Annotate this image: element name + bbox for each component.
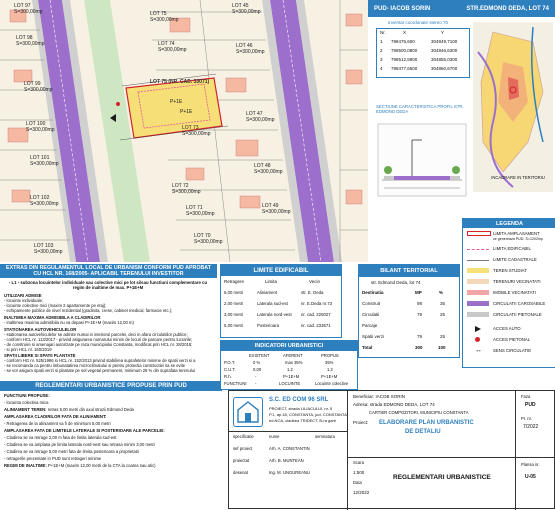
bilant-col-header: % [439, 290, 444, 295]
plansa-label: Plansa nr. [521, 462, 540, 467]
indicatori-cell: max 35% [285, 360, 303, 365]
firm-name: S.C. ED COM 96 SRL [269, 397, 329, 403]
cartouche-divider [229, 431, 347, 432]
indicatori-cell: Locuinte colective [315, 381, 349, 386]
legend-title: LEGENDA [463, 219, 555, 228]
reglementari-line: - Cladirea se va amplasa pe limita laterala nord-vest sau retrasa minim 3,00 metri [4, 442, 155, 447]
legend-label: ACCES AUTO [493, 326, 521, 331]
location-map [473, 22, 553, 192]
indicatori-cell: 1.2 [287, 367, 293, 372]
legend-item [463, 256, 555, 264]
reglementari-line: ALINIAMENT TEREN: retras 5,00 metri din axul strazii Edmond Deda [4, 407, 134, 412]
lot-label: LOT 74 S=300,00mp [158, 41, 187, 53]
indicatori-col-header: AFERENT [283, 353, 303, 358]
regulament-line: - de construire si amenajari autorizate pe raza municipiului Constanta, modificat prin HCL nr. 28/2018; [4, 342, 193, 347]
reglementari-line: - Cladirea se va retrage 2,00 m fata de limita laterala sud-est [4, 435, 117, 440]
reglementari-line: - Retragerea de la aliniament va fi de minimum 5,00 metri [4, 421, 111, 426]
legend-items [463, 230, 555, 366]
indicatori-cell: 35% [325, 360, 334, 365]
legend-sub: ce genereaza PUD- S=1202mp [493, 237, 544, 241]
indicatori-panel [220, 340, 358, 390]
coords-cell: 4 [380, 66, 383, 71]
indicatori-cell: P+1E+M [321, 374, 338, 379]
subject-lot-note: LOT 75 (NR. CAD. 33071) [150, 79, 210, 85]
role-header: semnatura [315, 434, 335, 439]
role-cell: desenat [233, 470, 248, 475]
legend-item [463, 325, 555, 333]
regulament-line: - stationarea autovehiculelor se admite numai in interiorul parcelei, deci in afara circulatiilor publice; [4, 332, 188, 337]
title-block [228, 390, 555, 509]
legend-label: SENS CIRCULATIE [493, 348, 532, 353]
access-pedestrian-icon [475, 337, 480, 342]
legend-label: TEREN STUDIAT [493, 268, 527, 273]
legend-item [463, 336, 555, 344]
regulament-line: - conform HCL nr. 113/2017 - privind asigurarea numarului minim de locuri de parcare pentru lucrarile; [4, 337, 193, 342]
role-cell: Arh. A. CONSTANTIN [269, 446, 310, 451]
lot-label: LOT 47 S=300,00mp [246, 111, 275, 123]
lot-label: LOT 46 S=300,00mp [236, 43, 265, 55]
limite-col-header: Retragere [224, 279, 245, 284]
reglementari-line: AMPLASAREA FATA DE LIMITELE LATERALE SI POSTERIOARE ALE PARCELEI: [4, 428, 165, 433]
indicatori-cell: 1.2 [327, 367, 333, 372]
faza-label: Faza [521, 394, 531, 399]
legend-item [463, 347, 555, 355]
adresa: Adresa: strada EDMOND DEDA, LOT 74 [353, 402, 435, 407]
legend-label: IMOBILE VECINATATI [493, 290, 536, 295]
regulament-line: - locuinte colective mici (maxim 2 apartamente pe etaj); [4, 303, 107, 308]
firm-address: PROIECT, strada LILIACULUI, nr. 5 [269, 406, 333, 411]
legend-item [463, 311, 555, 319]
project-title-bar [368, 0, 555, 17]
reglementari-line: - Cladirea se va retrage 5,00 metri fata de limita posterioara a proprietatii [4, 449, 139, 454]
lot-label: LOT 101 S=300,00mp [30, 155, 59, 167]
subject-lot-regime: P+1E [170, 99, 183, 105]
limite-panel [220, 264, 342, 338]
indicatori-title: INDICATORI URBANISTICI [221, 341, 357, 351]
bilant-cell: 25 [440, 312, 446, 317]
access-auto-icon [475, 326, 481, 332]
coords-col-header: Y [441, 30, 445, 35]
legend-swatch [467, 312, 489, 317]
role-cell: Arh. B. MUNTEAN [269, 458, 304, 463]
lot-label: LOT 75 S=300,00mp [150, 11, 179, 23]
indicatori-col-header: EXISTENT [249, 353, 270, 358]
bilant-cell: 79 [417, 334, 423, 339]
indicatori-cell: FUNCTIUNI [224, 381, 247, 386]
role-cell: sef proiect [233, 446, 253, 451]
regulament-line: - se recomanda ca pentru imbunatatirea microclimatului si pentru protectia constructiei sa se evite [4, 363, 186, 368]
legend-panel [462, 218, 555, 368]
legend-swatch [467, 290, 489, 295]
firm-address: ed.NCA, cladirea TRIDECT, B-ra gare [269, 418, 337, 423]
project-title: PUD- IACOB SORIN [374, 5, 431, 12]
coords-col-header: Nr. [380, 30, 386, 35]
company-logo [233, 397, 263, 427]
traffic-direction-icon: ↔ [475, 347, 482, 354]
legend-item [463, 278, 555, 286]
limite-cell: nr. cad. 225027 [301, 312, 331, 317]
coords-table [376, 28, 470, 78]
coords-title: Inventar coordonate stereo 70 [388, 20, 449, 25]
subject-lot-regime: P+1E [180, 109, 193, 115]
coords-cell: 2 [380, 48, 383, 53]
lot-label: LOT 70 S=300,00mp [194, 233, 223, 245]
coords-col-header: X [403, 30, 407, 35]
coords-cell: 1 [380, 39, 383, 44]
legend-swatch [467, 279, 489, 284]
limite-cell: Posterioara [257, 323, 279, 328]
reglementari-title: REGLEMENTARI URBANISTICE PROPUSE PRIN PUD [0, 381, 222, 391]
bilant-cell: Parcaje [362, 323, 378, 328]
bilant-col-header: Destinatia [362, 290, 384, 295]
bilant-col-header: MP [415, 290, 422, 295]
limite-cell: nr. E.Deda nr.73 [301, 301, 333, 306]
indicatori-cell: 0 % [253, 360, 261, 365]
lot-label: LOT 45 S=300,00mp [232, 3, 261, 15]
regulament-body [0, 294, 217, 379]
proiect-title-2: DE DETALIU [405, 429, 441, 435]
bilant-cell: Total [362, 345, 373, 350]
indicatori-cell: LOCUINTE [279, 381, 301, 386]
bilant-cell: Construit [362, 301, 381, 306]
reglementari-line: - locuinta colectiva mica [4, 400, 49, 405]
regulament-line: - locuinte individuale; [4, 298, 44, 303]
reglementari-line: FUNCTIUNI PROPUSE: [4, 393, 50, 398]
limite-cell: str. E. Deda [301, 290, 324, 295]
limite-cell: 3,00 metri [224, 312, 244, 317]
logo-house-icon [236, 400, 260, 424]
bilant-title: BILANT TERITORIAL [359, 265, 459, 277]
legend-swatch [467, 231, 491, 236]
limite-title: LIMITE EDIFICABIL [221, 265, 341, 276]
regulament-panel [0, 264, 217, 379]
regulament-subtitle: - L1 - subzona locuintelor individuale sau colective mici pe lot si/sau functiuni complementare cu regim de inaltime de max. P+1E+M [8, 280, 208, 291]
coords-cell: 304860,6700 [431, 66, 458, 71]
cartouche-divider [515, 391, 516, 510]
indicatori-cell: R.h. [224, 374, 232, 379]
bilant-subtitle: str. Edmond Deda, lot 74 [371, 280, 421, 285]
date-value: 12/2022 [353, 490, 370, 495]
lot-label: LOT 99 S=300,00mp [24, 81, 53, 93]
section-profile-drawing [372, 120, 472, 200]
reglementari-panel [0, 381, 222, 509]
legend-label: CIRCULATII PIETONALE [493, 312, 542, 317]
role-header: specificatie [233, 434, 254, 439]
legend-label: LIMITE CADASTRALE [493, 257, 537, 262]
limite-cell: Laterala sud-est [257, 301, 288, 306]
coords-cell: 304849,7100 [431, 39, 458, 44]
regulament-heading: SPATII LIBERE SI SPATII PLANTATE [4, 353, 76, 358]
scale-value: 1:500 [353, 470, 365, 475]
right-header-panel [368, 0, 555, 215]
pr-label: Pr. nr. [521, 416, 532, 421]
limite-cell: Laterala nord-vest [257, 312, 292, 317]
coords-cell: 798500,0800 [391, 48, 418, 53]
lot-label: LOT 72 S=300,00mp [172, 183, 201, 195]
cartouche-divider [347, 391, 348, 510]
scale-label: Scara [353, 460, 364, 465]
coords-cell: 798512,5900 [391, 57, 418, 62]
lot-label: LOT 103 S=300,00mp [34, 243, 63, 255]
limite-col-header: Vecin [309, 279, 321, 284]
legend-swatch [467, 260, 489, 261]
legend-item [463, 245, 555, 253]
bilant-cell: 98 [417, 301, 423, 306]
limite-cell: Aliniament [257, 290, 278, 295]
coords-cell: 798477,6500 [391, 66, 418, 71]
role-header: nume [269, 434, 280, 439]
role-cell: Ing. M. UNGUREANU [269, 470, 310, 475]
sheet-title: REGLEMENTARI URBANISTICE [393, 474, 491, 481]
limite-cell: 5,00 metri [224, 290, 244, 295]
legend-item [463, 289, 555, 297]
legend-swatch [467, 301, 489, 306]
regulament-heading: STATIONAREA AUTOVEHICULELOR [4, 327, 77, 332]
role-cell: proiectat [233, 458, 250, 463]
coords-cell: 304846,6300 [431, 48, 458, 53]
bilant-cell: Spatii verzi [362, 334, 385, 339]
limite-col-header: Limita [265, 279, 278, 284]
lot-label: LOT 102 S=300,00mp [30, 195, 59, 207]
indicatori-cell: C.U.T. [224, 367, 236, 372]
legend-label: LIMITA AMPLASAMENT [493, 231, 540, 236]
indicatori-col-header: PROPUS [321, 353, 339, 358]
regulament-heading: INALTIMEA MAXIMA ADMISIBILA A CLADIRILOR [4, 315, 101, 320]
bilant-cell: 100 [438, 345, 446, 350]
regulament-line: - inaltimea maxima admisibila nu va depasi P+1E+M (maxim 12,00 m) [4, 320, 134, 325]
lot-label: LOT 97 S=300,00mp [14, 3, 43, 15]
bilant-cell: 35 [440, 301, 446, 306]
firm-address: P.1, ap.18, CONSTANTA, jud. CONSTANTA, [269, 412, 348, 417]
regulament-heading: UTILIZARI ADMISE [4, 293, 42, 298]
reglementari-body [0, 394, 222, 506]
cartouche-divider [347, 457, 555, 458]
limite-cell: nr. cad. 233671 [301, 323, 331, 328]
faza-value: PUD [525, 402, 536, 408]
lot-label: LOT 98 S=300,00mp [16, 35, 45, 47]
amplasament: CARTIER COMPOZITORI, MUNICIPIU CONSTANTA [369, 410, 469, 415]
limite-cell: 2,00 metri [224, 301, 244, 306]
regulament-line: - se vor asigura spatii verzi si plantate pe sol vegetal permanent, minimum 25 % din suprafata terenului [4, 368, 195, 373]
bilant-cell: Circulatii [362, 312, 380, 317]
bilant-cell: 79 [417, 312, 423, 317]
map-note: INCADRARE IN TERITORIU [491, 175, 545, 180]
bilant-panel [358, 264, 460, 358]
bilant-cell: 300 [415, 345, 423, 350]
beneficiar: Beneficiar: IACOB SORIN [353, 394, 406, 399]
legend-label: LIMITA EDIFICABIL [493, 246, 531, 251]
lot-label: LOT 71 S=300,00mp [186, 205, 215, 217]
legend-item [463, 267, 555, 275]
reglementari-line: - retragerile prezentate in PUD sunt retrageri minime [4, 456, 102, 461]
regulament-title: EXTRAS DIN REGULAMENTUL LOCAL DE URBANISM CONFORM PUD APROBAT CU HCL NR. 168/2005- APLICABIL TERENULUI INVESTITOR [0, 264, 217, 278]
legend-label: TERENURI VECINATATI [493, 279, 541, 284]
indicatori-cell: 0,00 [253, 367, 262, 372]
legend-swatch [467, 268, 489, 273]
reglementari-line: AMPLASAREA CLADIRILOR FATA DE ALINIAMENT: [4, 414, 107, 419]
coords-cell: 3 [380, 57, 383, 62]
bilant-cell: 25 [440, 334, 446, 339]
coords-cell: 798475,600 [391, 39, 415, 44]
legend-label: ACCES PIETONAL [493, 337, 531, 342]
reglementari-line: REGIM DE INALTIME: P+1E+M (maxim 12,00 metri de la CTA la coama sau atic) [4, 463, 156, 468]
indicatori-cell: - [255, 374, 257, 379]
date-label: Data [353, 480, 362, 485]
legend-item [463, 300, 555, 308]
legend-label: CIRCULATII CAROSABILE [493, 301, 546, 306]
project-address: STR.EDMOND DEDA, LOT 74 [466, 5, 549, 12]
lot-label: LOT 73 S=300,00mp [182, 125, 211, 137]
regulament-line: - echipamente publice de nivel rezidential (gradinita, crese, cabinet medical, farmacie etc.); [4, 308, 173, 313]
plansa-value: U-05 [525, 474, 536, 480]
indicatori-cell: P.O.T. [224, 360, 236, 365]
site-plan [0, 0, 368, 262]
section-title: SECTIUNE CARACTERISTICA PROFIL STR. EDMOND DEDA [376, 104, 464, 115]
coords-cell: 304855,0300 [431, 57, 458, 62]
legend-swatch [467, 249, 489, 250]
limite-cell: 5,00 metri [224, 323, 244, 328]
indicatori-cell: - [255, 381, 257, 386]
proiect-label: Proiect: [353, 420, 369, 425]
pr-value: 7/2022 [523, 424, 539, 430]
indicatori-cell: P+1E+M [283, 374, 300, 379]
proiect-title: ELABORARE PLAN URBANISTIC [379, 420, 474, 426]
regulament-line: - conform HG nr. 525/1996 si HCL nr. 152/2013 privind stabilirea suprafetelor minime de spatii verzi si a [4, 358, 196, 363]
regulament-line: - si prin HCL nr. 150/2019 [4, 347, 52, 352]
lot-label: LOT 100 S=300,00mp [26, 121, 55, 133]
lot-label: LOT 48 S=300,00mp [254, 163, 283, 175]
lot-label: LOT 49 S=300,00mp [262, 203, 291, 215]
